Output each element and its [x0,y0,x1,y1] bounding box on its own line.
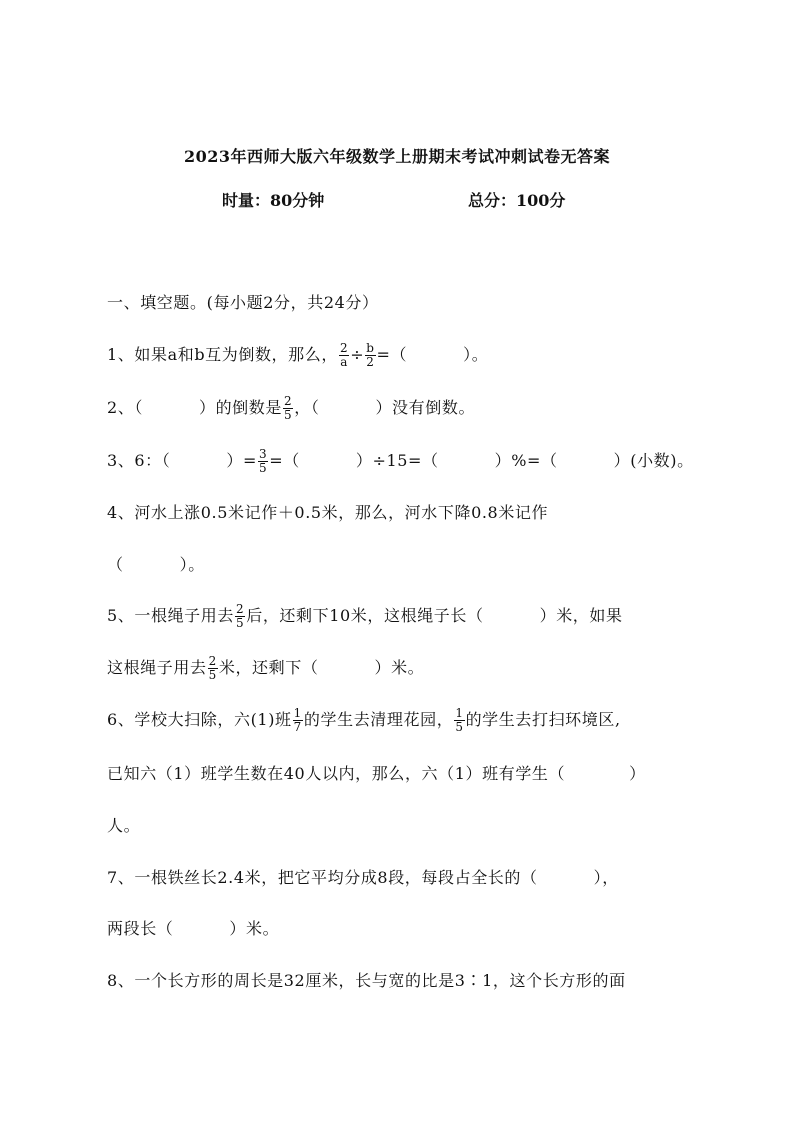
q6-line2-text: 已知六（1）班学生数在40人以内，那么，六（1）班有学生（ [107,764,566,783]
q5-fraction-1 [235,603,245,629]
section-heading: 一、填空题。(每小题2分，共24分） [107,293,379,312]
q2-text-b: ）的倒数是 [198,398,282,417]
q1-fraction-2 [365,342,375,368]
q6-text-a: 6、学校大扫除，六(1)班 [107,710,292,729]
q7-text-b: ）， [593,868,619,887]
q2-text-d: ）没有倒数。 [375,398,476,417]
q5-text-b: 后，还剩下10米，这根绳子长（ [246,606,484,625]
q4-close: ）。 [179,555,205,574]
question-6 [107,707,621,734]
q6-line2-close: ） [629,764,646,783]
q1-text: 1、如果a和b互为倒数，那么， [107,345,338,364]
q1-divide: ÷ [350,345,365,364]
q1-end: ）。 [463,345,489,364]
q1-f2-num: b [366,341,375,356]
q3-text-d: ）÷15=（ [355,451,439,470]
q3-text-e: ）%=（ [494,451,558,470]
question-2 [107,395,475,422]
q6-text-b: 的学生去清理花园， [303,710,454,729]
question-4-line-2 [107,552,205,575]
q2-text-a: 2、（ [107,398,143,417]
q5-f1-den: 5 [235,616,245,630]
q6-f2-num: 1 [455,706,464,721]
q7-text-d: ）米。 [229,919,280,938]
q5-f2-num: 2 [208,654,217,669]
q5-text-e: 米，还剩下（ [218,658,319,677]
q1-equals: =（ [376,345,408,364]
q2-f-num: 2 [284,394,293,409]
q2-fraction [283,395,293,421]
q1-f1-num: 2 [339,341,349,356]
q2-text-c: ，（ [294,398,320,417]
q1-fraction-1 [339,342,349,368]
q2-f-den: 5 [284,408,293,422]
q5-f2-den: 5 [208,668,217,682]
q5-f1-num: 2 [235,602,245,617]
q4-open: （ [107,555,124,574]
question-8: 8、一个长方形的周长是32厘米，长与宽的比是3∶1，这个长方形的面 [107,971,626,990]
question-6-line-3: 人。 [107,816,141,835]
q3-fraction [258,448,268,474]
question-7-line-2 [107,916,279,939]
q6-fraction-1 [293,707,303,733]
q1-f2-den: 2 [366,355,375,369]
q3-text-f: ）(小数)。 [613,451,694,470]
q1-f1-den: a [340,355,348,369]
page-title: 2023年西师大版六年级数学上册期末考试冲刺试卷无答案 [183,147,611,166]
question-7 [107,865,619,888]
question-1 [107,342,488,369]
question-5-line-2 [107,655,424,682]
question-5 [107,603,623,630]
q6-text-c: 的学生去打扫环境区, [465,710,621,729]
q6-f1-num: 1 [293,706,302,721]
q3-text-a: 3、6：（ [107,451,171,470]
q3-text-c: =（ [269,451,300,470]
time-limit: 时量：80分钟 [222,191,325,210]
q7-text-c: 两段长（ [107,919,174,938]
question-4: 4、河水上涨0.5米记作＋0.5米，那么，河水下降0.8米记作 [107,503,549,522]
total-score: 总分：100分 [468,191,566,210]
q5-text-f: ）米。 [374,658,425,677]
q6-f1-den: 7 [293,720,302,734]
q7-text-a: 7、一根铁丝长2.4米，把它平均分成8段，每段占全长的（ [107,868,538,887]
q3-text-b: ）= [226,451,257,470]
question-3 [107,448,694,475]
q5-fraction-2 [208,655,218,681]
q6-fraction-2 [454,707,464,733]
question-6-line-2 [107,761,646,784]
q5-text-d: 这根绳子用去 [107,658,207,677]
q6-f2-den: 5 [455,720,464,734]
q5-text-c: ）米，如果 [539,606,623,625]
q3-f-num: 3 [258,447,268,462]
q5-text-a: 5、一根绳子用去 [107,606,234,625]
q3-f-den: 5 [258,461,268,475]
